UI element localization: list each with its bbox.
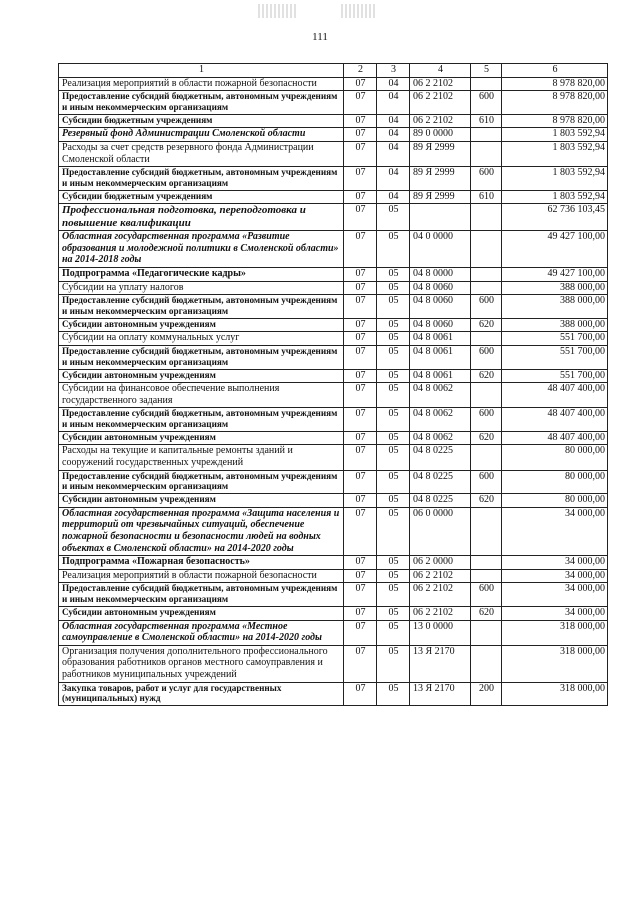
- table-row: [59, 345, 608, 369]
- row-expense-type: 620: [471, 607, 502, 621]
- row-section: 07: [344, 128, 377, 142]
- row-target-code: 89 Я 2999: [410, 190, 471, 204]
- row-section: 07: [344, 114, 377, 128]
- row-section: 07: [344, 607, 377, 621]
- row-section: 07: [344, 556, 377, 570]
- row-amount: 49 427 100,00: [502, 231, 608, 268]
- row-subsection: 05: [377, 332, 410, 346]
- row-expense-type: [471, 383, 502, 408]
- row-section: 07: [344, 332, 377, 346]
- row-amount: 34 000,00: [502, 569, 608, 583]
- row-name: Субсидии автономным учреждениям: [59, 494, 344, 508]
- row-name: Областная государственная программа «Местное самоуправление в Смоленской области» на 2014-2020 годы: [59, 620, 344, 645]
- row-section: 07: [344, 383, 377, 408]
- row-target-code: 04 8 0062: [410, 408, 471, 432]
- row-section: 07: [344, 507, 377, 555]
- row-amount: 388 000,00: [502, 295, 608, 319]
- row-target-code: 13 Я 2170: [410, 645, 471, 682]
- row-expense-type: [471, 645, 502, 682]
- row-section: 07: [344, 141, 377, 166]
- row-amount: 48 407 400,00: [502, 383, 608, 408]
- table-row: [59, 383, 608, 408]
- row-subsection: 04: [377, 77, 410, 91]
- row-expense-type: 600: [471, 167, 502, 191]
- row-name: Профессиональная подготовка, переподготовка и повышение квалификации: [59, 204, 344, 231]
- row-target-code: 04 8 0061: [410, 345, 471, 369]
- row-subsection: 05: [377, 267, 410, 281]
- row-expense-type: [471, 267, 502, 281]
- row-amount: 34 000,00: [502, 607, 608, 621]
- row-amount: 62 736 103,45: [502, 204, 608, 231]
- row-target-code: 04 8 0225: [410, 445, 471, 470]
- row-subsection: 05: [377, 231, 410, 268]
- row-section: 07: [344, 583, 377, 607]
- row-amount: 80 000,00: [502, 470, 608, 494]
- row-expense-type: [471, 77, 502, 91]
- row-target-code: 04 8 0061: [410, 332, 471, 346]
- row-target-code: 06 2 2102: [410, 77, 471, 91]
- row-amount: 551 700,00: [502, 345, 608, 369]
- row-subsection: 04: [377, 141, 410, 166]
- table-row: [59, 470, 608, 494]
- table-row: [59, 91, 608, 115]
- row-name: Резервный фонд Администрации Смоленской области: [59, 128, 344, 142]
- row-name: Предоставление субсидий бюджетным, автономным учреждениям и иным некоммерческим организациям: [59, 408, 344, 432]
- table-row: [59, 445, 608, 470]
- row-subsection: 05: [377, 569, 410, 583]
- row-subsection: 05: [377, 318, 410, 332]
- row-section: 07: [344, 408, 377, 432]
- row-amount: 388 000,00: [502, 318, 608, 332]
- row-amount: 1 803 592,94: [502, 128, 608, 142]
- row-expense-type: 600: [471, 91, 502, 115]
- row-expense-type: [471, 569, 502, 583]
- row-amount: 318 000,00: [502, 682, 608, 706]
- row-expense-type: 600: [471, 345, 502, 369]
- scan-stamp-right: [341, 4, 375, 18]
- table-row: [59, 204, 608, 231]
- row-expense-type: 620: [471, 431, 502, 445]
- row-amount: 48 407 400,00: [502, 431, 608, 445]
- table-row: [59, 607, 608, 621]
- row-name: Предоставление субсидий бюджетным, автономным учреждениям и иным некоммерческим организациям: [59, 91, 344, 115]
- row-name: Областная государственная программа «Развитие образования и молодежной политики в Смоленской области» на 2014-2018 годы: [59, 231, 344, 268]
- row-target-code: 06 2 2102: [410, 569, 471, 583]
- table-row: [59, 583, 608, 607]
- row-amount: 34 000,00: [502, 583, 608, 607]
- row-name: Предоставление субсидий бюджетным, автономным учреждениям и иным некоммерческим организациям: [59, 167, 344, 191]
- header-col-2: 2: [344, 64, 377, 78]
- row-amount: 388 000,00: [502, 281, 608, 295]
- table-row: [59, 507, 608, 555]
- row-target-code: 89 Я 2999: [410, 167, 471, 191]
- row-target-code: 06 2 2102: [410, 607, 471, 621]
- row-expense-type: 600: [471, 295, 502, 319]
- row-target-code: 06 2 2102: [410, 91, 471, 115]
- table-row: [59, 569, 608, 583]
- table-row: [59, 141, 608, 166]
- row-section: 07: [344, 620, 377, 645]
- row-expense-type: 610: [471, 190, 502, 204]
- row-name: Подпрограмма «Педагогические кадры»: [59, 267, 344, 281]
- row-section: 07: [344, 281, 377, 295]
- table-row: [59, 369, 608, 383]
- row-amount: 80 000,00: [502, 494, 608, 508]
- row-expense-type: [471, 231, 502, 268]
- row-subsection: 05: [377, 445, 410, 470]
- row-name: Субсидии автономным учреждениям: [59, 431, 344, 445]
- table-header-row: [59, 64, 608, 78]
- table-row: [59, 431, 608, 445]
- row-amount: 8 978 820,00: [502, 114, 608, 128]
- row-subsection: 05: [377, 620, 410, 645]
- row-name: Расходы на текущие и капитальные ремонты зданий и сооружений государственных учреждений: [59, 445, 344, 470]
- table-row: [59, 190, 608, 204]
- row-section: 07: [344, 369, 377, 383]
- row-target-code: 04 0 0000: [410, 231, 471, 268]
- table-row: [59, 645, 608, 682]
- table-row: [59, 231, 608, 268]
- row-target-code: 89 0 0000: [410, 128, 471, 142]
- row-target-code: 04 8 0000: [410, 267, 471, 281]
- row-subsection: 05: [377, 369, 410, 383]
- row-section: 07: [344, 445, 377, 470]
- row-subsection: 05: [377, 470, 410, 494]
- row-subsection: 05: [377, 583, 410, 607]
- row-subsection: 05: [377, 556, 410, 570]
- row-subsection: 05: [377, 494, 410, 508]
- row-section: 07: [344, 190, 377, 204]
- row-name: Реализация мероприятий в области пожарной безопасности: [59, 77, 344, 91]
- row-name: Субсидии на уплату налогов: [59, 281, 344, 295]
- row-name: Субсидии бюджетным учреждениям: [59, 114, 344, 128]
- row-target-code: 06 0 0000: [410, 507, 471, 555]
- row-expense-type: 600: [471, 470, 502, 494]
- row-subsection: 05: [377, 607, 410, 621]
- row-section: 07: [344, 204, 377, 231]
- row-target-code: 04 8 0060: [410, 318, 471, 332]
- row-name: Предоставление субсидий бюджетным, автономным учреждениям и иным некоммерческим организациям: [59, 583, 344, 607]
- row-expense-type: [471, 128, 502, 142]
- row-section: 07: [344, 167, 377, 191]
- row-amount: 34 000,00: [502, 556, 608, 570]
- table-row: [59, 295, 608, 319]
- row-section: 07: [344, 569, 377, 583]
- row-name: Закупка товаров, работ и услуг для государственных (муниципальных) нужд: [59, 682, 344, 706]
- row-subsection: 05: [377, 645, 410, 682]
- header-col-1: 1: [59, 64, 344, 78]
- row-subsection: 05: [377, 408, 410, 432]
- row-section: 07: [344, 431, 377, 445]
- row-amount: 80 000,00: [502, 445, 608, 470]
- row-subsection: 04: [377, 114, 410, 128]
- row-subsection: 05: [377, 204, 410, 231]
- row-subsection: 05: [377, 281, 410, 295]
- row-name: Предоставление субсидий бюджетным, автономным учреждениям и иным некоммерческим организациям: [59, 345, 344, 369]
- header-col-4: 4: [410, 64, 471, 78]
- row-name: Областная государственная программа «Защита населения и территорий от чрезвычайных ситуаций, обеспечение пожарной безопасности и безопасности людей на водных объектах в Смоленской области» на 2014-2020 годы: [59, 507, 344, 555]
- row-section: 07: [344, 645, 377, 682]
- header-col-5: 5: [471, 64, 502, 78]
- table-row: [59, 167, 608, 191]
- scan-stamp-left: [258, 4, 296, 18]
- row-target-code: 04 8 0225: [410, 494, 471, 508]
- header-col-3: 3: [377, 64, 410, 78]
- table-row: [59, 408, 608, 432]
- row-section: 07: [344, 494, 377, 508]
- row-target-code: 04 8 0061: [410, 369, 471, 383]
- row-subsection: 05: [377, 383, 410, 408]
- row-name: Субсидии на финансовое обеспечение выполнения государственного задания: [59, 383, 344, 408]
- row-subsection: 04: [377, 91, 410, 115]
- row-expense-type: 600: [471, 408, 502, 432]
- row-name: Субсидии бюджетным учреждениям: [59, 190, 344, 204]
- row-target-code: 04 8 0062: [410, 431, 471, 445]
- row-amount: 8 978 820,00: [502, 91, 608, 115]
- row-section: 07: [344, 295, 377, 319]
- row-subsection: 05: [377, 345, 410, 369]
- row-section: 07: [344, 318, 377, 332]
- row-name: Организация получения дополнительного профессионального образования работников органов местного самоуправления и работников муниципальных учреждений: [59, 645, 344, 682]
- table-row: [59, 620, 608, 645]
- row-amount: 318 000,00: [502, 645, 608, 682]
- row-expense-type: 620: [471, 494, 502, 508]
- table-row: [59, 281, 608, 295]
- row-name: Субсидии автономным учреждениям: [59, 318, 344, 332]
- row-name: Предоставление субсидий бюджетным, автономным учреждениям и иным некоммерческим организациям: [59, 470, 344, 494]
- row-subsection: 04: [377, 128, 410, 142]
- row-amount: 1 803 592,94: [502, 167, 608, 191]
- row-amount: 318 000,00: [502, 620, 608, 645]
- row-expense-type: [471, 281, 502, 295]
- row-target-code: [410, 204, 471, 231]
- row-target-code: 04 8 0060: [410, 295, 471, 319]
- row-expense-type: 620: [471, 318, 502, 332]
- table-row: [59, 494, 608, 508]
- row-amount: 1 803 592,94: [502, 141, 608, 166]
- row-amount: 34 000,00: [502, 507, 608, 555]
- header-col-6: 6: [502, 64, 608, 78]
- row-name: Субсидии на оплату коммунальных услуг: [59, 332, 344, 346]
- row-expense-type: [471, 620, 502, 645]
- row-target-code: 89 Я 2999: [410, 141, 471, 166]
- row-subsection: 05: [377, 295, 410, 319]
- row-target-code: 06 2 2102: [410, 583, 471, 607]
- row-section: 07: [344, 77, 377, 91]
- row-expense-type: [471, 445, 502, 470]
- row-target-code: 06 2 2102: [410, 114, 471, 128]
- row-section: 07: [344, 267, 377, 281]
- row-subsection: 05: [377, 682, 410, 706]
- row-expense-type: 610: [471, 114, 502, 128]
- table-row: [59, 128, 608, 142]
- row-expense-type: [471, 204, 502, 231]
- row-target-code: 04 8 0060: [410, 281, 471, 295]
- table-row: [59, 556, 608, 570]
- row-name: Предоставление субсидий бюджетным, автономным учреждениям и иным некоммерческим организациям: [59, 295, 344, 319]
- row-name: Субсидии автономным учреждениям: [59, 607, 344, 621]
- row-amount: 48 407 400,00: [502, 408, 608, 432]
- table-row: [59, 77, 608, 91]
- table-row: [59, 682, 608, 706]
- row-target-code: 13 Я 2170: [410, 682, 471, 706]
- page-number: 111: [312, 31, 328, 43]
- row-section: 07: [344, 345, 377, 369]
- row-subsection: 05: [377, 431, 410, 445]
- table-row: [59, 318, 608, 332]
- row-expense-type: [471, 141, 502, 166]
- row-name: Подпрограмма «Пожарная безопасность»: [59, 556, 344, 570]
- row-amount: 551 700,00: [502, 369, 608, 383]
- row-amount: 1 803 592,94: [502, 190, 608, 204]
- table-row: [59, 114, 608, 128]
- row-section: 07: [344, 470, 377, 494]
- row-amount: 49 427 100,00: [502, 267, 608, 281]
- row-expense-type: [471, 556, 502, 570]
- row-expense-type: 600: [471, 583, 502, 607]
- row-expense-type: [471, 507, 502, 555]
- row-expense-type: 620: [471, 369, 502, 383]
- row-subsection: 05: [377, 507, 410, 555]
- table-row: [59, 267, 608, 281]
- row-expense-type: [471, 332, 502, 346]
- row-target-code: 13 0 0000: [410, 620, 471, 645]
- row-section: 07: [344, 231, 377, 268]
- row-amount: 8 978 820,00: [502, 77, 608, 91]
- budget-table: [58, 63, 608, 706]
- row-subsection: 04: [377, 167, 410, 191]
- row-section: 07: [344, 91, 377, 115]
- row-target-code: 06 2 0000: [410, 556, 471, 570]
- row-name: Реализация мероприятий в области пожарной безопасности: [59, 569, 344, 583]
- row-name: Субсидии автономным учреждениям: [59, 369, 344, 383]
- row-expense-type: 200: [471, 682, 502, 706]
- row-target-code: 04 8 0225: [410, 470, 471, 494]
- row-subsection: 04: [377, 190, 410, 204]
- row-name: Расходы за счет средств резервного фонда Администрации Смоленской области: [59, 141, 344, 166]
- row-section: 07: [344, 682, 377, 706]
- row-amount: 551 700,00: [502, 332, 608, 346]
- row-target-code: 04 8 0062: [410, 383, 471, 408]
- table-row: [59, 332, 608, 346]
